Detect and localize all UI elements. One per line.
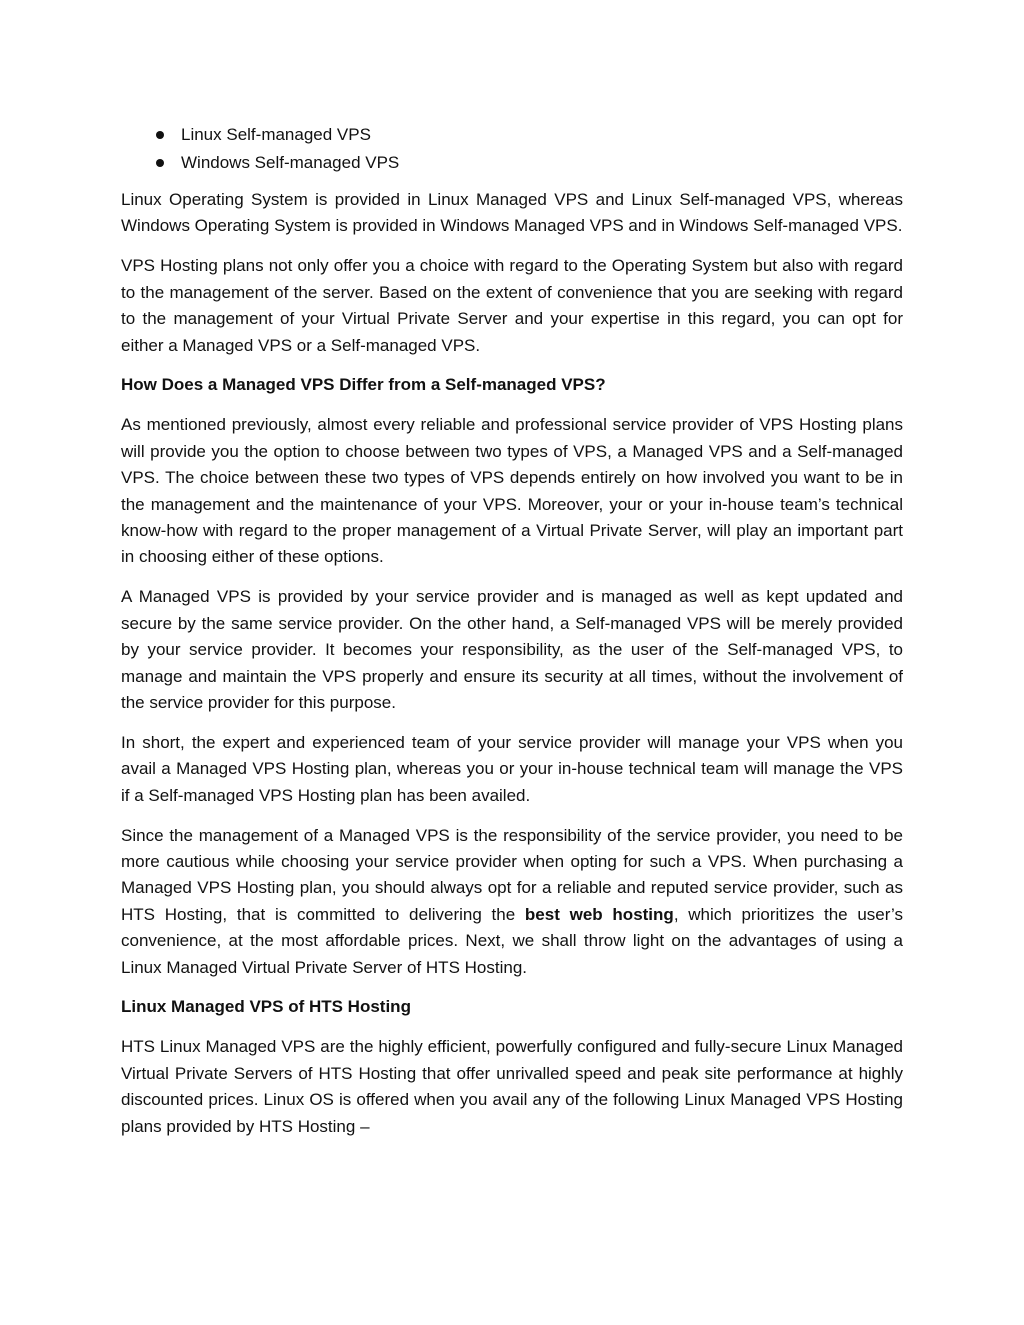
bullet-list: [121, 121, 903, 177]
section-heading-linux-managed: Linux Managed VPS of HTS Hosting: [121, 997, 411, 1017]
paragraph-types: As mentioned previously, almost every reliable and professional service provider of VPS Hosting plans will provide you the option to choose between two types of VPS, a Managed VPS and a Self-managed VPS. The choice between these two types of VPS depends entirely on how involved you want to be in the management and the maintenance of your VPS. Moreover, your or your in-house team’s technical know-how with regard to the proper management of a Virtual Private Server, will play an important part in choosing either of these options.: [121, 415, 903, 567]
bullet-icon: [156, 131, 164, 139]
paragraph-text: Since the management of a Managed VPS is the responsibility of the service provider, you need to be more cautious while choosing your service provider when opting for such a VPS. When purchasing a Managed VPS Hosting plan, you should always opt for a reliable and reputed service provider, such as HTS Hosting, that is committed to delivering the: [121, 825, 903, 924]
list-item: [121, 149, 903, 177]
paragraph-hts-linux: HTS Linux Managed VPS are the highly efficient, powerfully configured and fully-secure Linux Managed Virtual Private Servers of HTS Hosting that offer unrivalled speed and peak site performance at highly discounted prices. Linux OS is offered when you avail any of the following Linux Managed VPS Hosting plans provided by HTS Hosting –: [121, 1037, 903, 1136]
list-item: [121, 121, 903, 149]
section-heading-difference: How Does a Managed VPS Differ from a Self-managed VPS?: [121, 375, 606, 395]
paragraph-managed-definition: A Managed VPS is provided by your service provider and is managed as well as kept updated and secure by the same service provider. On the other hand, a Self-managed VPS will be merely provided by your service provider. It becomes your responsibility, as the user of the Self-managed VPS, to manage and maintain the VPS properly and ensure its security at all times, without the involvement of the service provider for this purpose.: [121, 587, 903, 712]
list-item-text: Windows Self-managed VPS: [181, 153, 400, 172]
paragraph-summary: In short, the expert and experienced team of your service provider will manage your VPS when you avail a Managed VPS Hosting plan, whereas you or your in-house technical team will manage the VPS if a Self-managed VPS Hosting plan has been availed.: [121, 732, 903, 805]
paragraph-plans: VPS Hosting plans not only offer you a choice with regard to the Operating System but also with regard to the management of the server. Based on the extent of convenience that you are seeking with regard to the management of your Virtual Private Server and your expertise in this regard, you can opt for either a Managed VPS or a Self-managed VPS.: [121, 256, 903, 355]
document-page: [121, 121, 903, 1154]
paragraph-provider-choice: [121, 823, 903, 981]
paragraph-text: , which prioritizes the user’s convenience, at the most affordable prices. Next, we shall throw light on the advantages of using a Linux Managed Virtual Private Server of HTS Hosting.: [121, 904, 904, 977]
paragraph-os: Linux Operating System is provided in Linux Managed VPS and Linux Self-managed VPS, whereas Windows Operating System is provided in Windows Managed VPS and in Windows Self-managed VPS.: [121, 190, 903, 236]
bold-link-text: best web hosting: [524, 904, 674, 924]
bullet-icon: [156, 159, 164, 167]
list-item-text: Linux Self-managed VPS: [181, 125, 371, 144]
